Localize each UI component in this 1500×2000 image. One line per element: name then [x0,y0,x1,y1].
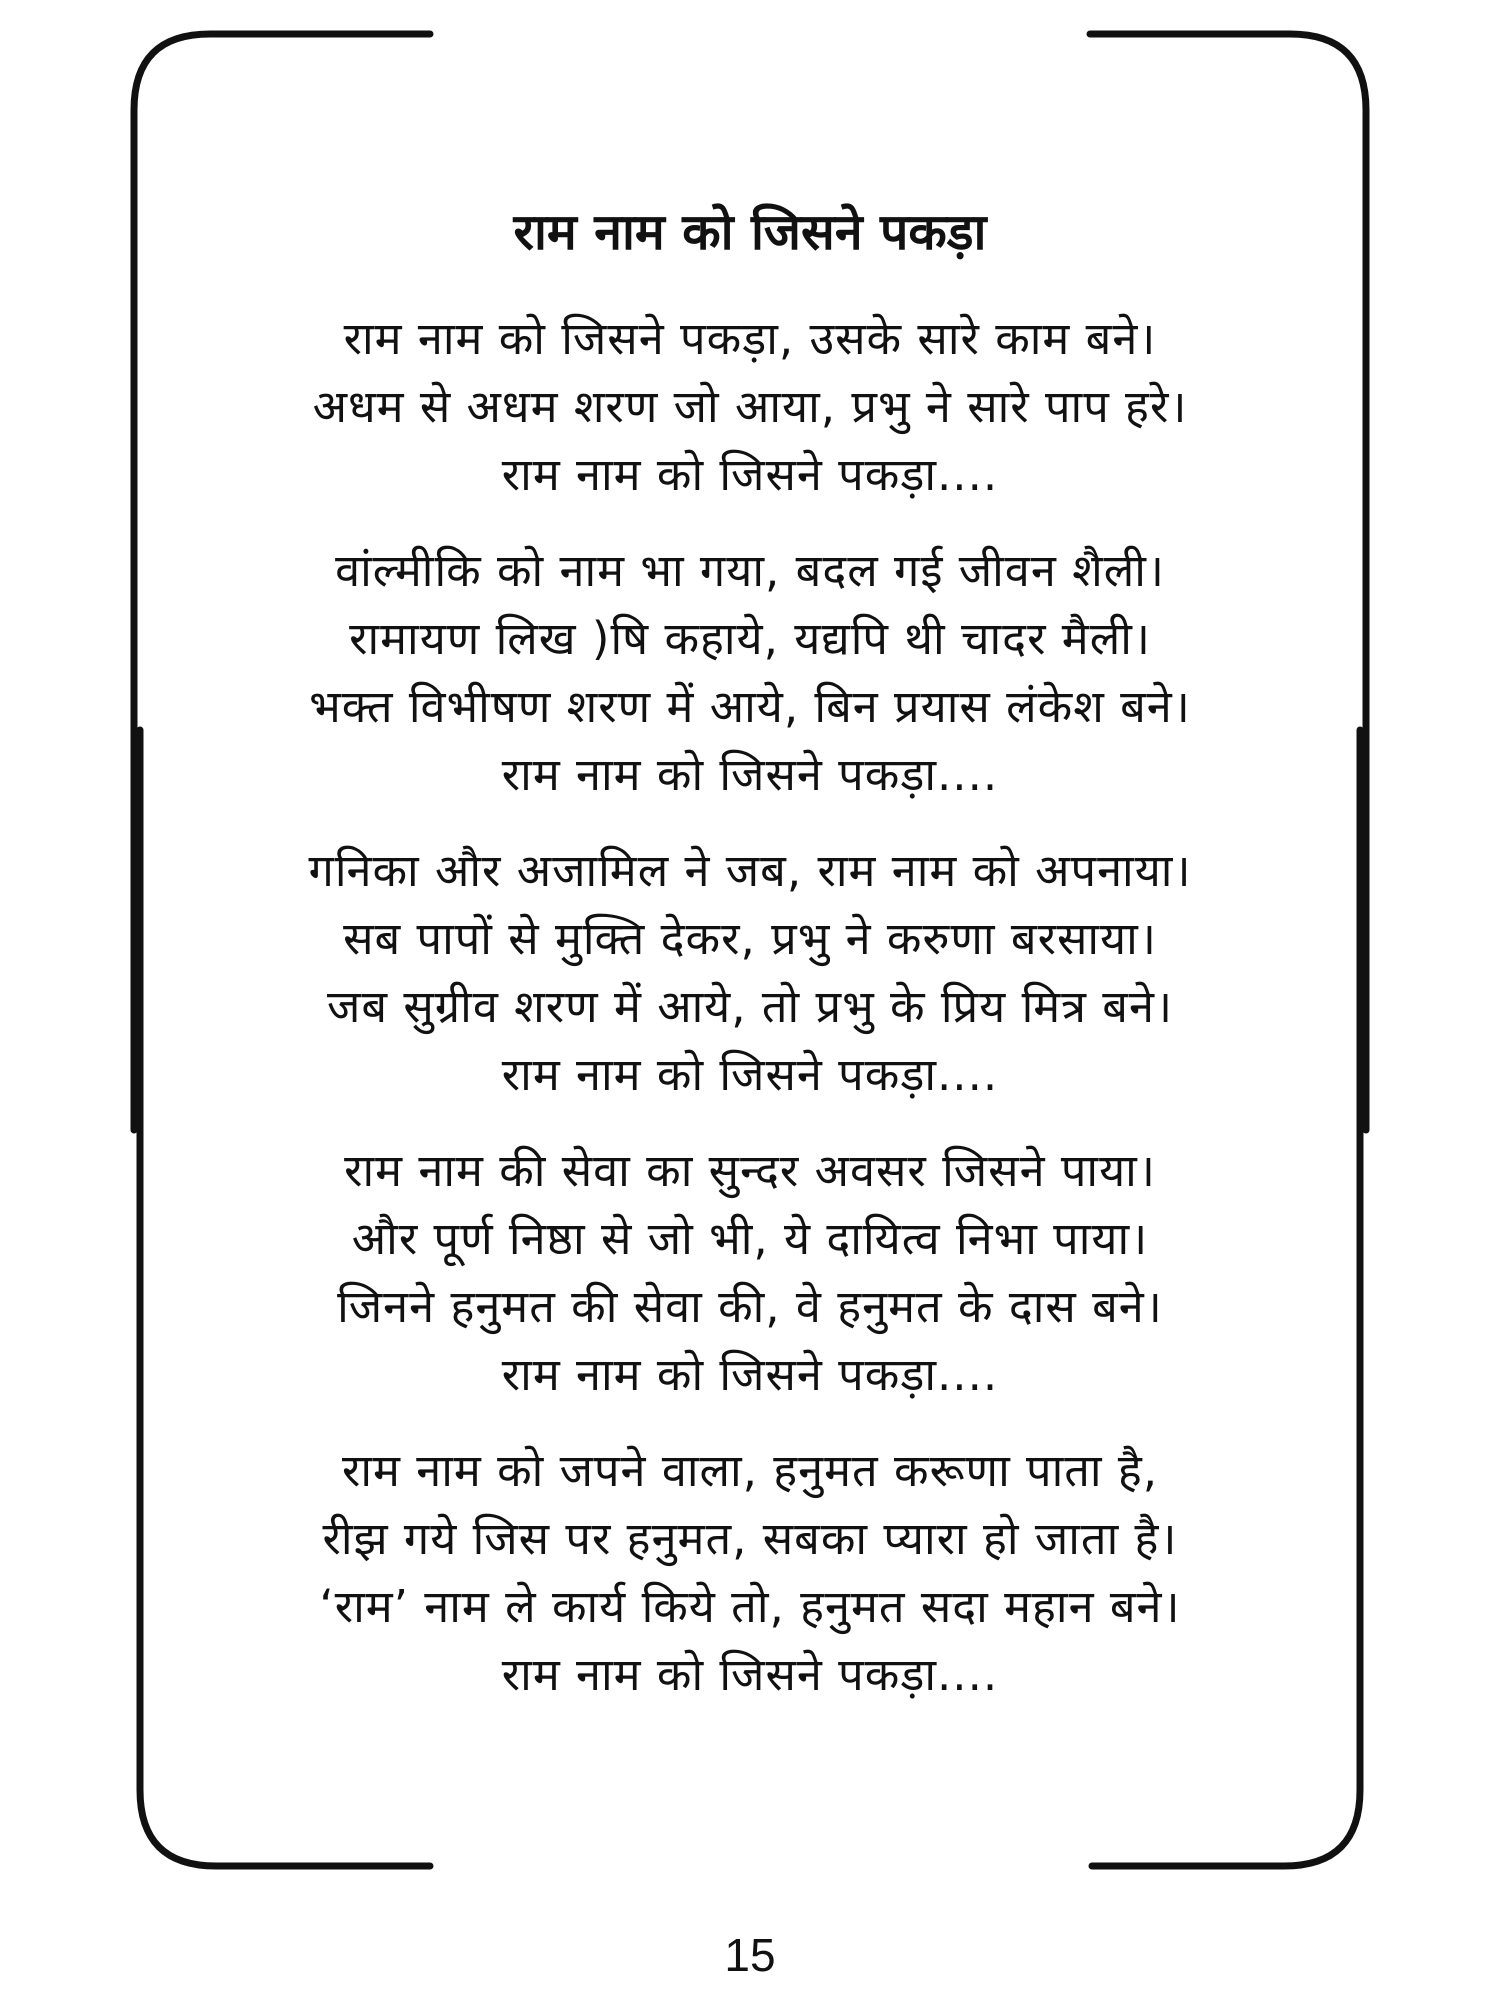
poem-line: जब सुग्रीव शरण में आये, तो प्रभु के प्रिय मित्र बने। [326,980,1174,1033]
refrain-line: राम नाम को जिसने पकड़ा.... [501,748,999,801]
poem-line: और पूर्ण निष्ठा से जो भी, ये दायित्व निभा पाया। [351,1212,1149,1265]
poem-line: रीझ गये जिस पर हनुमत, सबका प्यारा हो जाता है। [322,1512,1178,1565]
poem-line: वांल्मीकि को नाम भा गया, बदल गई जीवन शैली। [335,544,1165,597]
poem-line: सब पापों से मुक्ति देकर, प्रभु ने करुणा बरसाया। [343,912,1157,965]
poem-line: रामायण लिख )षि कहाये, यद्यपि थी चादर मैली। [349,612,1151,665]
poem-line: ‘राम’ नाम ले कार्य किये तो, हनुमत सदा महान बने। [319,1580,1181,1633]
poem-line: भक्त विभीषण शरण में आये, बिन प्रयास लंकेश बने। [309,680,1191,733]
refrain-line: राम नाम को जिसने पकड़ा.... [501,448,999,501]
poem-line: अधम से अधम शरण जो आया, प्रभु ने सारे पाप हरे। [312,380,1188,433]
refrain-line: राम नाम को जिसने पकड़ा.... [501,1348,999,1401]
refrain-line: राम नाम को जिसने पकड़ा.... [501,1648,999,1701]
poem-line: राम नाम को जिसने पकड़ा, उसके सारे काम बने। [343,312,1157,365]
refrain-line: राम नाम को जिसने पकड़ा.... [501,1048,999,1101]
poem-line: गनिका और अजामिल ने जब, राम नाम को अपनाया। [308,844,1192,897]
stanza [250,837,1250,1109]
poem-body [250,305,1250,1737]
stanza [250,1437,1250,1709]
page-title: राम नाम को जिसने पकड़ा [513,203,987,261]
stanza [250,537,1250,809]
poem-line: राम नाम की सेवा का सुन्दर अवसर जिसने पाया। [344,1144,1156,1197]
stanza [250,1137,1250,1409]
stanza [250,305,1250,509]
poem-line: राम नाम को जपने वाला, हनुमत करूणा पाता है, [341,1444,1159,1497]
page-number: 15 [724,1929,776,1981]
poem-line: जिनने हनुमत की सेवा की, वे हनुमत के दास बने। [337,1280,1163,1333]
